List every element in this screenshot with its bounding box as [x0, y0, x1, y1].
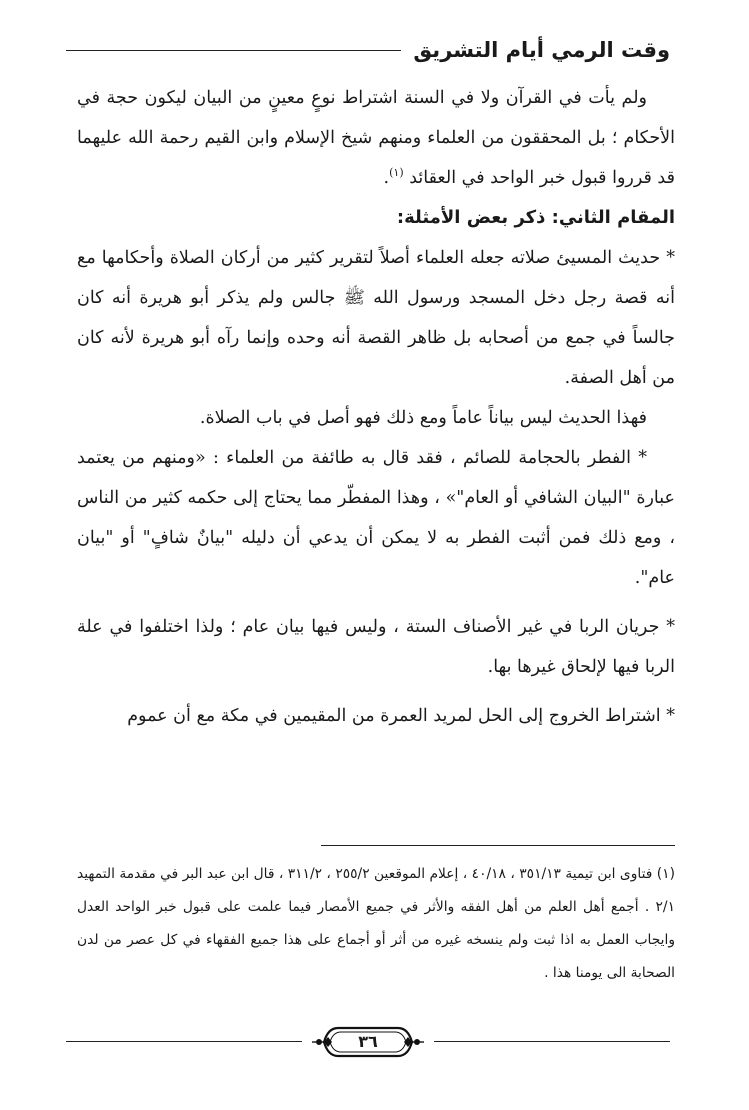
bullet-example-2: * الفطر بالحجامة للصائم ، فقد قال به طائفة من العلماء : «ومنهم من يعتمد عبارة "البيان الشافي أو العام"» ، وهذا المفطّر مما يحتاج إلى حكمه كثير من الناس ، ومع ذلك فمن أثبت الفطر به لا يمكن أن يدعي أن دليله "بيانٌ شافٍ" أو "بيان عام". — [77, 448, 675, 588]
footer-rule-left — [66, 1041, 302, 1042]
paragraph-conclusion: فهذا الحديث ليس بياناً عاماً ومع ذلك فهو أصل في باب الصلاة. — [199, 408, 647, 428]
header-title: وقت الرمي أيام التشريق — [401, 36, 670, 64]
footnote-separator — [321, 845, 675, 846]
page-number: ٣٦ — [358, 1032, 378, 1051]
footer-rule-right — [434, 1041, 670, 1042]
page-footer — [66, 1022, 670, 1062]
footnote-reference: (١) — [389, 166, 404, 180]
paragraph-intro — [77, 78, 675, 198]
paragraph-intro-end: . — [383, 168, 390, 188]
paragraph-intro-text: ولم يأت في القرآن ولا في السنة اشتراط نوعٍ معينٍ من البيان ليكون حجة في الأحكام ؛ بل المحققون من العلماء ومنهم شيخ الإسلام وابن القيم رحمة الله عليهما قد قرروا قبول خبر الواحد في العقائد — [77, 88, 675, 188]
main-text — [77, 78, 675, 736]
bullet-example-1: * حديث المسيئ صلاته جعله العلماء أصلاً لتقرير كثير من أركان الصلاة وأحكامها مع أنه قصة رجل دخل المسجد ورسول الله ﷺ جالس ولم يذكر أبو هريرة أنه كان جالساً في جمع من أصحابه بل ظاهر القصة أنه وحده وإنما رآه أبو هريرة لأنه كان من أهل الصفة. — [77, 248, 675, 388]
footnotes — [77, 858, 675, 990]
footnote-1: (١) فتاوى ابن تيمية ٣٥١/١٣ ، ٤٠/١٨ ، إعلام الموقعين ٢٥٥/٢ ، ٣١١/٢ ، قال ابن عبد البر في مقدمة التمهيد ٢/١ . أجمع أهل العلم من أهل الفقه والأثر في جميع الأمصار فيما علمت على قبول خبر الواحد العدل وايجاب العمل به اذا ثبت ولم ينسخه غيره من أثر أو أجماع على هذا جميع الفقهاء في كل عصر من لدن الصحابة الى يومنا هذا . — [77, 866, 675, 981]
section-heading: المقام الثاني: ذكر بعض الأمثلة: — [396, 207, 675, 228]
bullet-example-4: * اشتراط الخروج إلى الحل لمريد العمرة من المقيمين في مكة مع أن عموم — [127, 706, 675, 726]
bullet-example-3: * جريان الربا في غير الأصناف الستة ، وليس فيها بيان عام ؛ ولذا اختلفوا في علة الربا فيها لإلحاق غيرها بها. — [77, 617, 675, 677]
running-header — [66, 36, 670, 66]
